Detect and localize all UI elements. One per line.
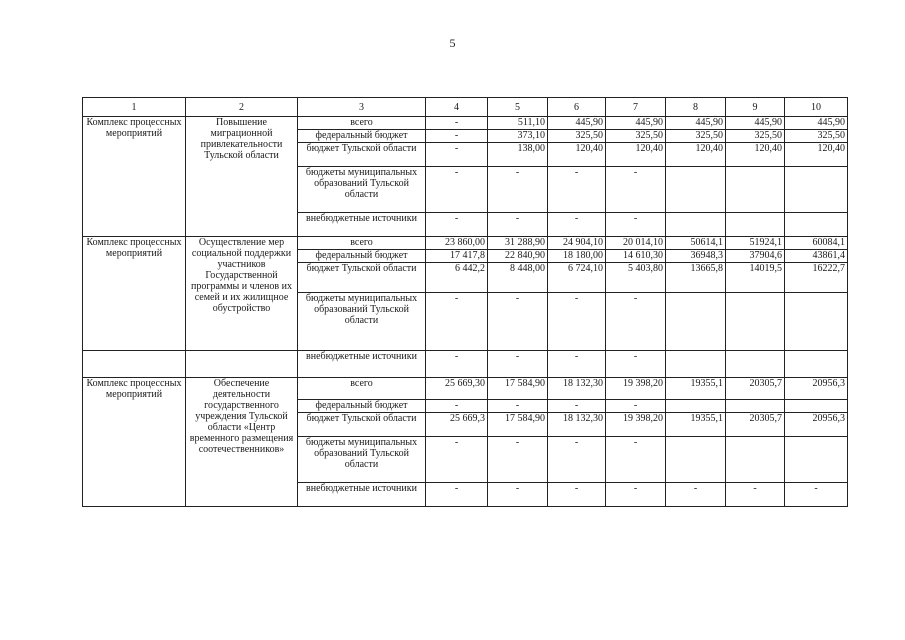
- value-cell: 60084,1: [785, 237, 848, 250]
- source-label: бюджеты муниципальных образований Тульской области: [298, 167, 426, 213]
- value-cell: [785, 213, 848, 237]
- value-cell: 20956,3: [785, 378, 848, 400]
- value-cell: 20305,7: [726, 378, 785, 400]
- value-cell: 14019,5: [726, 263, 785, 293]
- value-cell: 20305,7: [726, 413, 785, 437]
- value-cell: [726, 400, 785, 413]
- value-cell: [666, 213, 726, 237]
- value-cell: -: [548, 213, 606, 237]
- value-cell: 120,40: [606, 143, 666, 167]
- value-cell: 325,50: [666, 130, 726, 143]
- value-cell: -: [426, 117, 488, 130]
- value-cell: -: [488, 167, 548, 213]
- value-cell: 19355,1: [666, 378, 726, 400]
- value-cell: 31 288,90: [488, 237, 548, 250]
- value-cell: -: [426, 293, 488, 351]
- value-cell: -: [488, 351, 548, 378]
- page-number: 5: [449, 36, 456, 50]
- value-cell: 36948,3: [666, 250, 726, 263]
- value-cell: 20956,3: [785, 413, 848, 437]
- value-cell: -: [606, 213, 666, 237]
- program-name: Повышение миграционной привлекательности Тульской области: [186, 117, 298, 237]
- program-type: Комплекс процессных мероприятий: [83, 117, 186, 237]
- source-label: бюджеты муниципальных образований Тульской области: [298, 293, 426, 351]
- value-cell: 325,50: [785, 130, 848, 143]
- program-type: Комплекс процессных мероприятий: [83, 237, 186, 351]
- table-row: [83, 237, 848, 250]
- value-cell: -: [548, 167, 606, 213]
- value-cell: 17 584,90: [488, 413, 548, 437]
- value-cell: -: [426, 167, 488, 213]
- value-cell: 511,10: [488, 117, 548, 130]
- header-cell: 7: [606, 98, 666, 117]
- value-cell: -: [426, 400, 488, 413]
- program-type: Комплекс процессных мероприятий: [83, 378, 186, 507]
- value-cell: [726, 213, 785, 237]
- value-cell: 24 904,10: [548, 237, 606, 250]
- value-cell: 120,40: [548, 143, 606, 167]
- value-cell: -: [606, 483, 666, 507]
- value-cell: [785, 437, 848, 483]
- value-cell: -: [488, 213, 548, 237]
- source-label: федеральный бюджет: [298, 400, 426, 413]
- source-label: федеральный бюджет: [298, 250, 426, 263]
- value-cell: 19 398,20: [606, 378, 666, 400]
- value-cell: 120,40: [726, 143, 785, 167]
- value-cell: [666, 400, 726, 413]
- value-cell: 325,50: [548, 130, 606, 143]
- value-cell: -: [426, 483, 488, 507]
- value-cell: [785, 167, 848, 213]
- value-cell: [726, 437, 785, 483]
- value-cell: 19 398,20: [606, 413, 666, 437]
- value-cell: [666, 351, 726, 378]
- header-cell: 9: [726, 98, 785, 117]
- value-cell: 5 403,80: [606, 263, 666, 293]
- value-cell: 445,90: [606, 117, 666, 130]
- value-cell: [666, 437, 726, 483]
- source-label: бюджет Тульской области: [298, 143, 426, 167]
- table-row: [83, 351, 848, 378]
- value-cell: 6 724,10: [548, 263, 606, 293]
- header-cell: 6: [548, 98, 606, 117]
- header-cell: 5: [488, 98, 548, 117]
- header-cell: 8: [666, 98, 726, 117]
- value-cell: -: [548, 437, 606, 483]
- value-cell: [666, 167, 726, 213]
- value-cell: [785, 293, 848, 351]
- value-cell: -: [426, 437, 488, 483]
- value-cell: 19355,1: [666, 413, 726, 437]
- value-cell: 51924,1: [726, 237, 785, 250]
- value-cell: 43861,4: [785, 250, 848, 263]
- value-cell: -: [548, 483, 606, 507]
- value-cell: [666, 293, 726, 351]
- source-label: внебюджетные источники: [298, 351, 426, 378]
- value-cell: -: [606, 437, 666, 483]
- source-label: всего: [298, 237, 426, 250]
- header-cell: 1: [83, 98, 186, 117]
- program-name: Осуществление мер социальной поддержки участников Государственной программы и членов их семей и их жилищное обустройство: [186, 237, 298, 351]
- value-cell: -: [488, 400, 548, 413]
- value-cell: -: [785, 483, 848, 507]
- value-cell: [726, 167, 785, 213]
- value-cell: -: [666, 483, 726, 507]
- source-label: всего: [298, 378, 426, 400]
- source-label: всего: [298, 117, 426, 130]
- value-cell: -: [726, 483, 785, 507]
- value-cell: 17 417,8: [426, 250, 488, 263]
- value-cell: 138,00: [488, 143, 548, 167]
- value-cell: -: [426, 143, 488, 167]
- value-cell: 13665,8: [666, 263, 726, 293]
- value-cell: -: [488, 437, 548, 483]
- value-cell: -: [488, 483, 548, 507]
- header-cell: 4: [426, 98, 488, 117]
- value-cell: 25 669,30: [426, 378, 488, 400]
- header-cell: 3: [298, 98, 426, 117]
- value-cell: 445,90: [548, 117, 606, 130]
- value-cell: -: [606, 293, 666, 351]
- value-cell: 325,50: [726, 130, 785, 143]
- source-label: бюджет Тульской области: [298, 413, 426, 437]
- value-cell: [726, 293, 785, 351]
- table-row: [83, 378, 848, 400]
- value-cell: 50614,1: [666, 237, 726, 250]
- value-cell: -: [426, 351, 488, 378]
- value-cell: 8 448,00: [488, 263, 548, 293]
- header-cell: 2: [186, 98, 298, 117]
- value-cell: -: [426, 213, 488, 237]
- value-cell: -: [548, 293, 606, 351]
- value-cell: 6 442,2: [426, 263, 488, 293]
- value-cell: -: [548, 351, 606, 378]
- value-cell: 325,50: [606, 130, 666, 143]
- value-cell: 120,40: [785, 143, 848, 167]
- value-cell: 18 132,30: [548, 378, 606, 400]
- program-name: Обеспечение деятельности государственного учреждения Тульской области «Центр временного размещения соотечественников»: [186, 378, 298, 507]
- source-label: бюджеты муниципальных образований Тульской области: [298, 437, 426, 483]
- empty-cell: [83, 351, 186, 378]
- value-cell: 23 860,00: [426, 237, 488, 250]
- value-cell: 20 014,10: [606, 237, 666, 250]
- value-cell: [726, 351, 785, 378]
- value-cell: [785, 351, 848, 378]
- value-cell: 18 180,00: [548, 250, 606, 263]
- value-cell: 373,10: [488, 130, 548, 143]
- value-cell: 37904,6: [726, 250, 785, 263]
- source-label: бюджет Тульской области: [298, 263, 426, 293]
- value-cell: 445,90: [666, 117, 726, 130]
- table-row: [83, 117, 848, 130]
- value-cell: 25 669,3: [426, 413, 488, 437]
- value-cell: -: [426, 130, 488, 143]
- header-cell: 10: [785, 98, 848, 117]
- value-cell: 445,90: [726, 117, 785, 130]
- value-cell: -: [606, 167, 666, 213]
- value-cell: -: [606, 351, 666, 378]
- value-cell: -: [606, 400, 666, 413]
- header-row: [83, 98, 848, 117]
- source-label: внебюджетные источники: [298, 483, 426, 507]
- budget-table: [82, 97, 848, 507]
- value-cell: -: [488, 293, 548, 351]
- source-label: внебюджетные источники: [298, 213, 426, 237]
- value-cell: 120,40: [666, 143, 726, 167]
- value-cell: 16222,7: [785, 263, 848, 293]
- value-cell: [785, 400, 848, 413]
- value-cell: 445,90: [785, 117, 848, 130]
- value-cell: 17 584,90: [488, 378, 548, 400]
- value-cell: 22 840,90: [488, 250, 548, 263]
- value-cell: 18 132,30: [548, 413, 606, 437]
- value-cell: 14 610,30: [606, 250, 666, 263]
- empty-cell: [186, 351, 298, 378]
- source-label: федеральный бюджет: [298, 130, 426, 143]
- value-cell: -: [548, 400, 606, 413]
